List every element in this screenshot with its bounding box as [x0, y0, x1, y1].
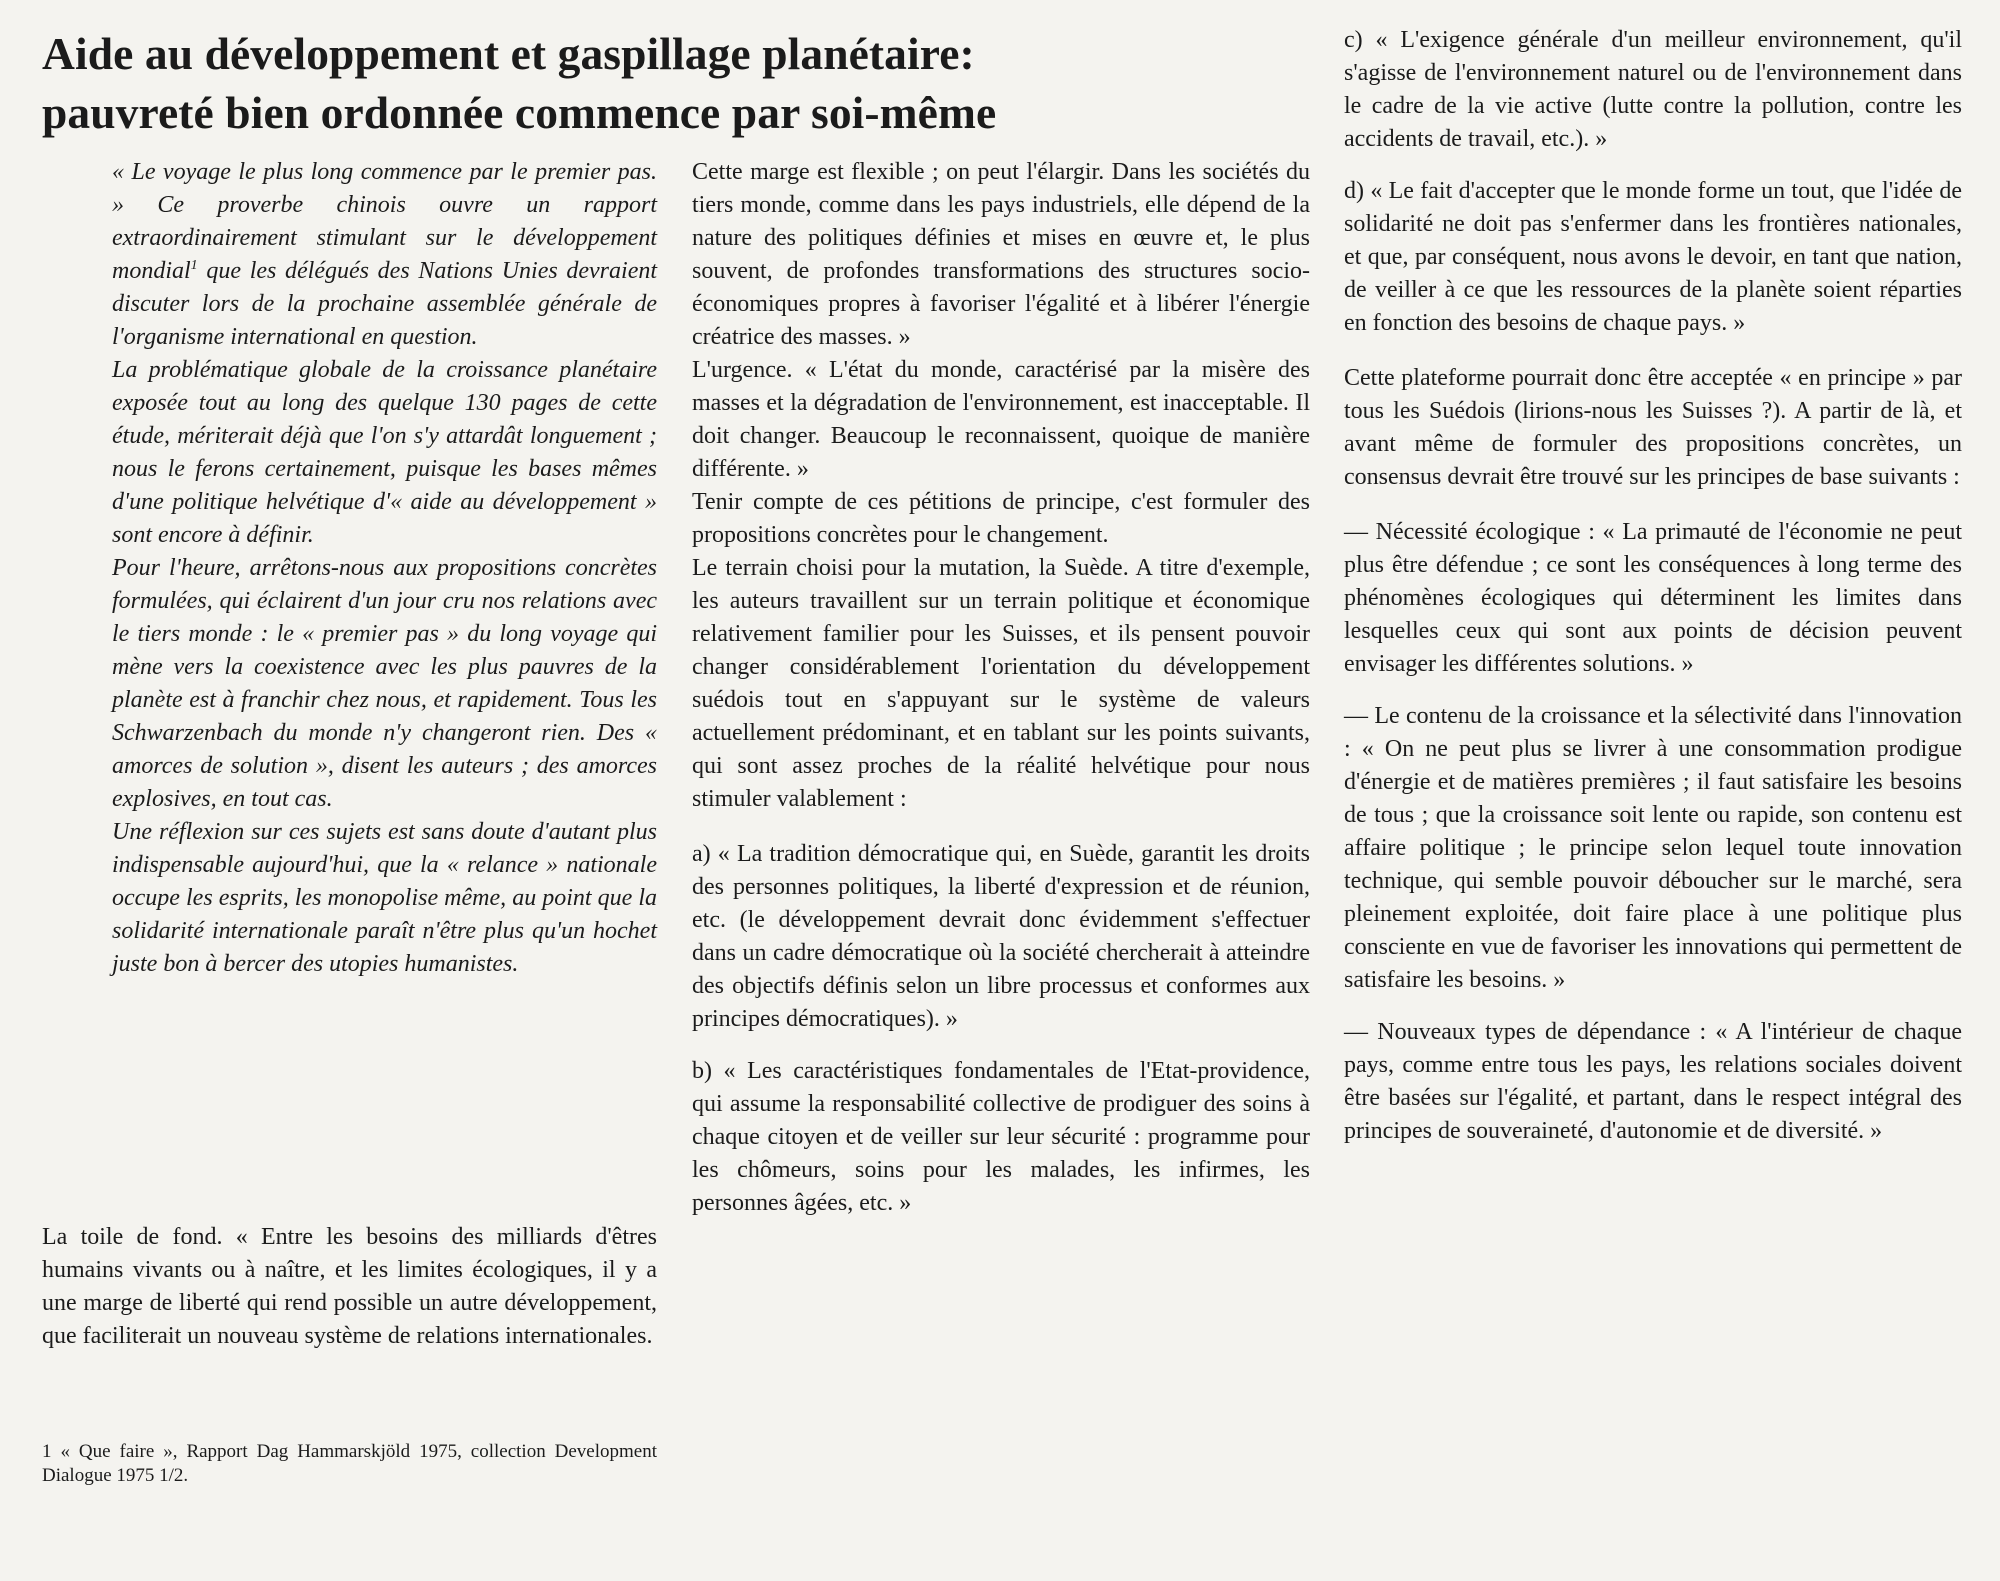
intro-column	[112, 156, 657, 981]
body-paragraph: Cette marge est flexible ; on peut l'élargir. Dans les sociétés du tiers monde, comme dans les pays industriels, elle dépend de la nature des politiques définies et mises en œuvre et, le plus souvent, de profondes transformations des structures socio-économiques propres à favoriser l'égalité et à libérer l'énergie créatrice des masses. »	[692, 159, 1310, 350]
intro-paragraph: Pour l'heure, arrêtons-nous aux propositions concrètes formulées, qui éclairent d'un jour cru nos relations avec le tiers monde : le « premier pas » du long voyage qui mène vers la coexistence avec les plus pauvres de la planète est à franchir chez nous, et rapidement. Tous les Schwarzenbach du monde n'y changeront rien. Des « amorces de solution », disent les auteurs ; des amorces explosives, en tout cas.	[112, 555, 657, 812]
column-3	[1344, 24, 1962, 1148]
body-paragraph: c) « L'exigence générale d'un meilleur environnement, qu'il s'agisse de l'environnement naturel ou de l'environnement dans le cadre de la vie active (lutte contre la pollution, contre les accidents de travail, etc.). »	[1344, 27, 1962, 152]
body-paragraph: Tenir compte de ces pétitions de principe, c'est formuler des propositions concrètes pour le changement.	[692, 489, 1310, 548]
body-paragraph: Cette plateforme pourrait donc être acceptée « en principe » par tous les Suédois (lirions-nous les Suisses ?). A partir de là, et avant même de formuler des propositions concrètes, un consensus devrait être trouvé sur les principes de base suivants :	[1344, 365, 1962, 490]
body-paragraph: Le terrain choisi pour la mutation, la Suède. A titre d'exemple, les auteurs travaillent sur un terrain politique et économique relativement familier pour les Suisses, et ils pensent pouvoir changer considérablement l'orientation du développement suédois tout en s'appuyant sur le système de valeurs actuellement prédominant, et en tablant sur les points suivants, qui sont assez proches de la réalité helvétique pour nous stimuler valablement :	[692, 555, 1310, 812]
body-paragraph: — Le contenu de la croissance et la sélectivité dans l'innovation : « On ne peut plus se livrer à une consommation prodigue d'énergie et de matières premières ; il faut satisfaire les besoins de tous ; que la croissance soit lente ou rapide, son contenu est affaire politique ; le principe selon lequel toute innovation technique, qui semble pouvoir déboucher sur le marché, sera pleinement exploitée, doit faire place à une politique plus consciente en vue de favoriser les innovations qui permettent de satisfaire les besoins. »	[1344, 703, 1962, 993]
body-paragraph: a) « La tradition démocratique qui, en Suède, garantit les droits des personnes politiques, la liberté d'expression et de réunion, etc. (le développement devrait donc évidemment s'effectuer dans un cadre démocratique où la société chercherait à atteindre des objectifs définis selon un libre processus et conformes aux principes démocratiques). »	[692, 841, 1310, 1032]
intro-paragraph: « Le voyage le plus long commence par le premier pas. » Ce proverbe chinois ouvre un rapport extraordinairement stimulant sur le développement mondial$^1$ que les délégués des Nations Unies devraient discuter lors de la prochaine assemblée générale de l'organisme international en question.	[112, 159, 658, 350]
body-paragraph: L'urgence. « L'état du monde, caractérisé par la misère des masses et la dégradation de l'environnement, est inacceptable. Il doit changer. Beaucoup le reconnaissent, quoique de manière différente. »	[692, 357, 1310, 482]
column-1-body	[42, 1221, 657, 1353]
footnote-marker: 1	[190, 258, 198, 273]
body-paragraph: La toile de fond. « Entre les besoins des milliards d'êtres humains vivants ou à naître, et les limites écologiques, il y a une marge de liberté qui rend possible un autre développement, que faciliterait un nouveau système de relations internationales.	[42, 1224, 657, 1349]
body-paragraph: b) « Les caractéristiques fondamentales de l'Etat-providence, qui assume la responsabilité collective de prodiguer des soins à chaque citoyen et de veiller sur leur sécurité : programme pour les chômeurs, soins pour les malades, les infirmes, les personnes âgées, etc. »	[692, 1058, 1310, 1216]
column-2	[692, 156, 1310, 1220]
intro-paragraph: La problématique globale de la croissance planétaire exposée tout au long des quelque 130 pages de cette étude, mériterait déjà que l'on s'y attardât longuement ; nous le ferons certainement, puisque les bases mêmes d'une politique helvétique d'« aide au développement » sont encore à définir.	[112, 357, 657, 548]
body-paragraph: — Nécessité écologique : « La primauté de l'économie ne peut plus être défendue ; ce sont les conséquences à long terme des phénomènes écologiques qui déterminent les limites dans lesquelles ceux qui sont aux points de décision peuvent envisager les différentes solutions. »	[1344, 519, 1962, 677]
footnote: 1 « Que faire », Rapport Dag Hammarskjöld 1975, collection Development Dialogue 1975 1/2.	[42, 1441, 657, 1486]
article-title	[42, 24, 1342, 142]
title-line-1: Aide au développement et gaspillage planétaire:	[42, 28, 975, 79]
body-paragraph: — Nouveaux types de dépendance : « A l'intérieur de chaque pays, comme entre tous les pays, les relations sociales doivent être basées sur l'égalité, et partant, dans le respect intégral des principes de souveraineté, d'autonomie et de diversité. »	[1344, 1019, 1962, 1144]
title-line-2: pauvreté bien ordonnée commence par soi-même	[42, 87, 997, 138]
intro-paragraph: Une réflexion sur ces sujets est sans doute d'autant plus indispensable aujourd'hui, que la « relance » nationale occupe les esprits, les monopolise même, au point que la solidarité internationale paraît n'être plus qu'un hochet juste bon à bercer des utopies humanistes.	[112, 819, 657, 977]
body-paragraph: d) « Le fait d'accepter que le monde forme un tout, que l'idée de solidarité ne doit pas s'enfermer dans les frontières nationales, et que, par conséquent, nous avons le devoir, en tant que nation, de veiller à ce que les ressources de la planète soient réparties en fonction des besoins de chaque pays. »	[1344, 178, 1962, 336]
